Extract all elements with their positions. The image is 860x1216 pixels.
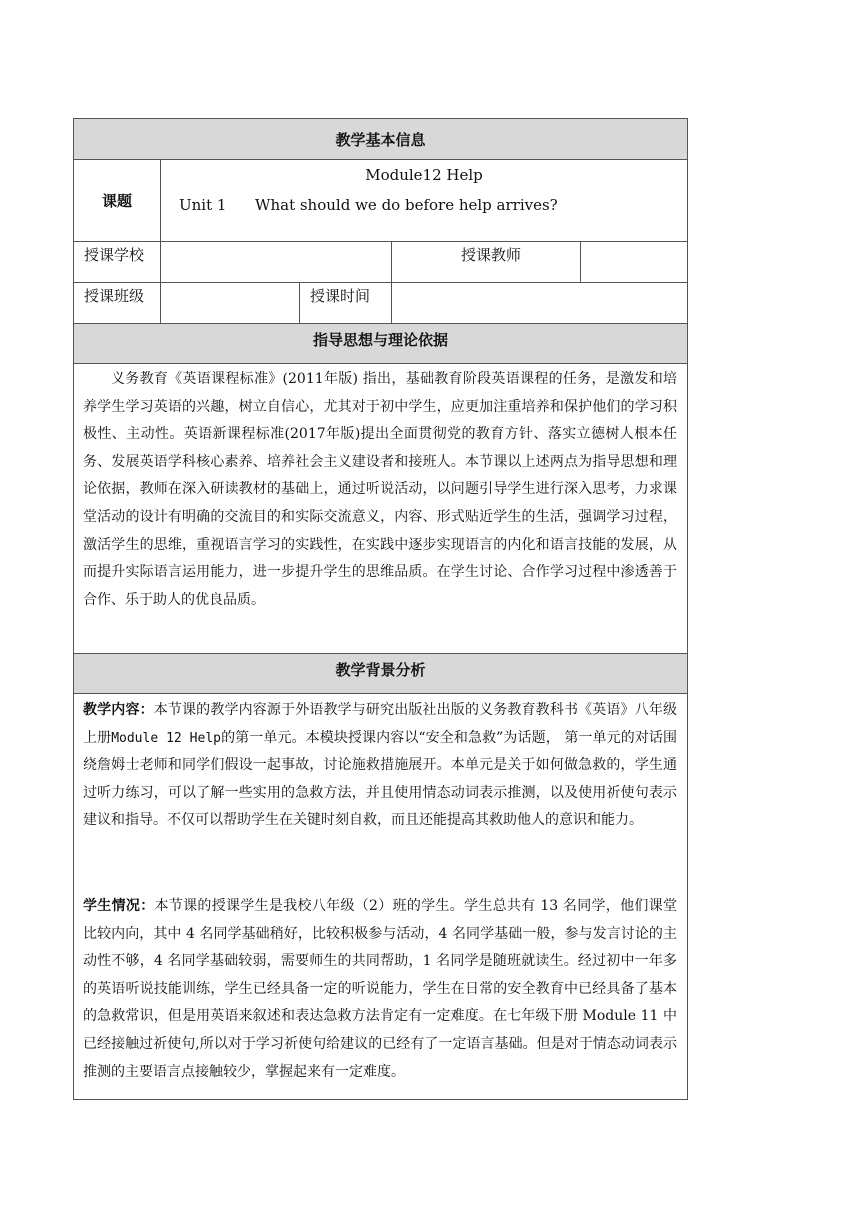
teaching-content-lead: 教学内容： (83, 702, 154, 718)
class-row (74, 283, 688, 324)
teacher-value (581, 242, 688, 283)
topic-cell (161, 160, 688, 242)
time-label-text: 授课时间 (310, 287, 371, 305)
teaching-content-part2: 的第一单元。本模块授课内容以“安全和急救”为话题， 第一单元的对话围绕詹姆士老师和同学们假设一起事故，讨论施救措施展开。本单元是关于如何做急救的，学生通过听力练习，可以了解一些实用的急救方法，并且使用情态动词表示推测，以及使用祈使句表示建议和指导。不仅可以帮助学生在关键时刻自救，而且还能提高其救助他人的意识和能力。 (83, 729, 678, 829)
basic-info-header-row (74, 119, 688, 160)
background-header (74, 654, 688, 694)
time-value (392, 283, 688, 324)
guiding-paragraph: 义务教育《英语课程标准》(2011年版) 指出，基础教育阶段英语课程的任务，是激发和培养学生学习英语的兴趣，树立自信心，尤其对于初中学生，应更加注重培养和保护他们的学习积极性、主动性。英语新课程标准(2017年版)提出全面贯彻党的教育方针、落实立德树人根本任务、发展英语学科核心素养、培养社会主义建设者和接班人。本节课以上述两点为指导思想和理论依据，教师在深入研读教材的基础上，通过听说活动，以问题引导学生进行深入思考，力求课堂活动的设计有明确的交流目的和实际交流意义，内容、形式贴近学生的生活，强调学习过程，激活学生的思维，重视语言学习的实践性，在实践中逐步实现语言的内化和语言技能的发展，从而提升实际语言运用能力，进一步提升学生的思维品质。在学生讨论、合作学习过程中渗透善于合作、乐于助人的优良品质。 (83, 371, 677, 608)
topic-module: Module12 Help (365, 166, 483, 184)
topic-label: 课题 (74, 160, 161, 242)
guiding-header (74, 324, 688, 364)
background-body-row (74, 694, 688, 1100)
background-body (74, 694, 688, 1100)
guiding-header-row (74, 324, 688, 364)
background-title: 教学背景分析 (335, 661, 426, 679)
school-value (161, 242, 392, 283)
teaching-content-paragraph (83, 697, 677, 835)
students-paragraph (83, 893, 677, 1086)
teaching-content-part1: 本节课的教学内容源于外语教学与研究出版社出版的义务教育教科书《英语》八年级上册 (83, 702, 678, 746)
guiding-body (74, 364, 688, 654)
class-value (161, 283, 300, 324)
basic-info-header (74, 119, 688, 160)
topic-row (74, 160, 688, 242)
background-header-row (74, 654, 688, 694)
basic-info-title: 教学基本信息 (335, 131, 426, 149)
students-lead: 学生情况： (83, 897, 155, 914)
school-label-text: 授课学校 (84, 246, 145, 264)
class-label (74, 283, 161, 324)
students-text: 本节课的授课学生是我校八年级（2）班的学生。学生总共有 13 名同学，他们课堂比较内向，其中 4 名同学基础稍好，比较积极参与活动，4 名同学基础一般，参与发言讨论的主动性不够，4 名同学基础较弱，需要师生的共同帮助，1 名同学是随班就读生。经过初中一年多的英语听说技能训练，学生已经具备一定的听说能力，学生在日常的安全教育中已经具备了基本的急救常识，但是用英语来叙述和表达急救方法肯定有一定难度。在七年级下册 Module 11 中已经接触过祈使句,所以对于学习祈使句给建议的已经有了一定语言基础。但是对于情态动词表示推测的主要语言点接触较少，掌握起来有一定难度。 (83, 897, 678, 1080)
school-row (74, 242, 688, 283)
topic-unit: Unit 1 What should we do before help arrives? (179, 196, 558, 214)
class-label-text: 授课班级 (84, 287, 145, 305)
teaching-content-module-code: Module 12 Help (111, 730, 221, 746)
lesson-plan-table (73, 118, 688, 1100)
teacher-label (392, 242, 581, 283)
guiding-title: 指导思想与理论依据 (312, 331, 448, 349)
time-label (300, 283, 392, 324)
teacher-label-text: 授课教师 (460, 246, 521, 264)
guiding-body-row (74, 364, 688, 654)
school-label (74, 242, 161, 283)
